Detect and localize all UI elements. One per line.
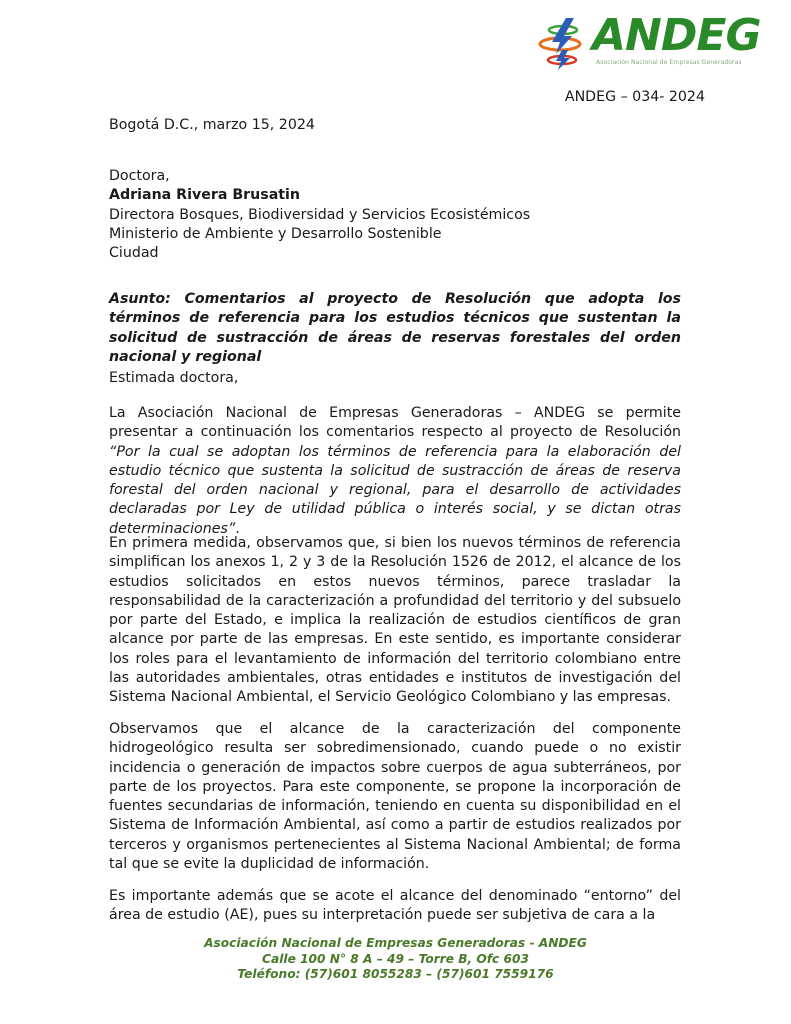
logo-wordmark: ANDEG xyxy=(592,10,761,61)
lightning-bolt-icon xyxy=(538,16,588,70)
andeg-logo xyxy=(538,10,768,70)
document-reference: ANDEG – 034- 2024 xyxy=(564,89,705,105)
paragraph-1-intro: La Asociación Nacional de Empresas Generadoras – ANDEG se permite presentar a continuación los comentarios respecto al proyecto de Resolución xyxy=(109,405,681,441)
paragraph-1-end: . xyxy=(235,520,240,537)
resolution-title-quote: “Por la cual se adoptan los términos de referencia para la elaboración del estudio técnico que sustenta la solicitud de sustracción de áreas de reserva forestal del orden nacional y regional, para el desarrollo de actividades declaradas por Ley de utilidad pública o interés social, y se dictan otras determinaciones” xyxy=(109,443,681,537)
paragraph-4: Es importante además que se acote el alcance del denominado “entorno” del área de estudio (AE), pues su interpretación puede ser subjetiva de cara a la xyxy=(109,888,681,924)
footer-organization: Asociación Nacional de Empresas Generadoras - ANDEG xyxy=(204,936,587,950)
recipient-organization: Ministerio de Ambiente y Desarrollo Sostenible xyxy=(109,225,442,242)
logo-tagline: Asociación Nacional de Empresas Generadoras xyxy=(596,59,742,66)
footer-phone: Teléfono: (57)601 8055283 – (57)601 7559176 xyxy=(237,967,554,981)
recipient-name: Adriana Rivera Brusatin xyxy=(109,187,301,204)
paragraph-2: En primera medida, observamos que, si bien los nuevos términos de referencia simplifican los anexos 1, 2 y 3 de la Resolución 1526 de 2012, el alcance de los estudios solicitados en estos nuevos términos, parece trasladar la responsabilidad de la caracterización a profundidad del territorio y del subsuelo por parte del Estado, e implica la realización de estudios científicos de gran alcance por parte de las empresas. En este sentido, es importante considerar los roles para el levantamiento de información del territorio colombiano entre las autoridades ambientales, otras entidades e institutos de investigación del Sistema Nacional Ambiental, el Servicio Geológico Colombiano y las empresas. xyxy=(109,535,681,706)
subject-line: Asunto: Comentarios al proyecto de Resolución que adopta los términos de referencia para los estudios técnicos que sustentan la solicitud de sustracción de áreas de reservas forestales del orden nacional y regional xyxy=(109,291,681,365)
paragraph-3: Observamos que el alcance de la caracterización del componente hidrogeológico resulta ser sobredimensionado, cuando puede o no existir incidencia o generación de impactos sobre cuerpos de agua subterráneos, por parte de los proyectos. Para este componente, se propone la incorporación de fuentes secundarias de información, teniendo en cuenta su disponibilidad en el Sistema de Información Ambiental, así como a partir de estudios realizados por terceros y organismos pertenecientes al Sistema Nacional Ambiental; de forma tal que se evite la duplicidad de información. xyxy=(109,721,681,873)
recipient-position: Directora Bosques, Biodiversidad y Servicios Ecosistémicos xyxy=(109,206,531,223)
date-line: Bogotá D.C., marzo 15, 2024 xyxy=(109,117,315,133)
letterhead-footer xyxy=(0,936,791,983)
recipient-block xyxy=(109,167,681,263)
footer-address: Calle 100 N° 8 A – 49 – Torre B, Ofc 603 xyxy=(262,951,529,966)
recipient-title: Doctora, xyxy=(109,168,170,184)
recipient-city: Ciudad xyxy=(109,245,159,262)
paragraph-1 xyxy=(109,404,681,539)
greeting: Estimada doctora, xyxy=(109,370,239,386)
